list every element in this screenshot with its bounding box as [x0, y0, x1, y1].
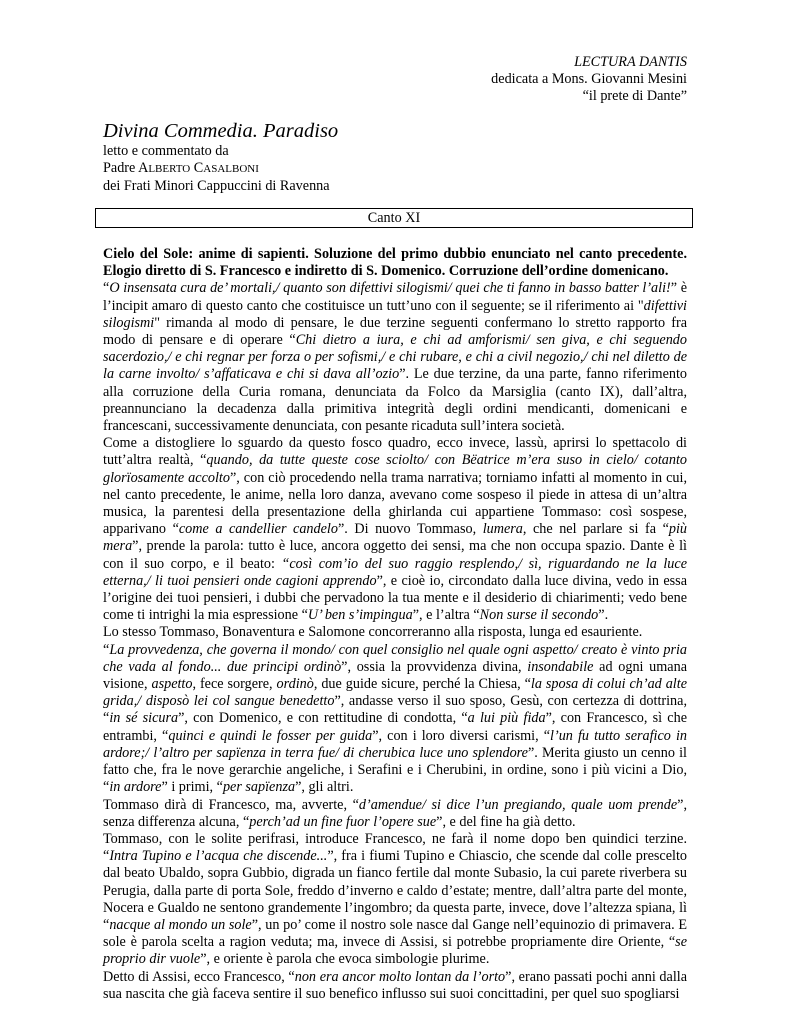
title-block	[103, 119, 338, 195]
author-last-initial: C	[190, 160, 204, 176]
text-run: Tommaso dirà di Francesco, ma, avverte, “	[103, 796, 359, 813]
paragraph	[103, 969, 687, 1003]
author-prefix: Padre	[103, 160, 139, 176]
quoted-verse: più mera	[103, 521, 688, 555]
quoted-verse: a lui più fida	[467, 710, 546, 727]
text-run: ”, e oriente è parola che evoca simbologie plurime.	[200, 951, 490, 968]
text-run: “	[103, 641, 110, 658]
text-run: ”, senza differenza alcuna, “	[103, 796, 687, 830]
text-run: , due guide sicure, perché la Chiesa, “	[313, 676, 531, 693]
quoted-verse: “così com’io del suo raggio resplendo,/ sì, riguardando ne la luce etterna,/ li tuoi pensieri onde cagioni apprendo	[103, 555, 687, 589]
quoted-verse: l’un fu tutto serafico in ardore;/ l’altro per sapïenza in terra fue/ di cherubica luce uno splendore	[103, 727, 687, 761]
text-run: , che nel parlare si fa “	[522, 521, 669, 538]
author-line	[103, 160, 338, 178]
quoted-verse: Chi dietro a iura, e chi ad amforismi/ sen giva, e chi seguendo sacerdozio,/ e chi regnar per forza o per sofismi,/ e chi rubare, e chi a civil negozio,/ chi nel diletto de la carne involto/ s’affaticava e chi si dava all’ozio	[103, 332, 687, 383]
quoted-verse: per sapïenza	[222, 779, 296, 796]
quoted-verse: come a candellier candelo	[178, 521, 338, 538]
body-text	[103, 246, 687, 1003]
quoted-verse: in sé sicura	[109, 710, 179, 727]
canto-heading: Canto XI	[95, 208, 693, 228]
order-line: dei Frati Minori Cappuccini di Ravenna	[103, 178, 330, 194]
text-run: ”, ossia la provvidenza divina,	[341, 658, 528, 675]
author-last-rest: ASALBONI	[203, 163, 259, 175]
text-run: ” i primi, “	[161, 779, 223, 796]
text-run: , fece sorgere,	[192, 676, 277, 693]
paragraph	[103, 624, 687, 641]
quoted-verse: quando, da tutte queste cose sciolto/ con Bëatrice m’era suso in cielo/ cotanto glorïosamente accolto	[103, 452, 687, 486]
text-run: ”, erano passati pochi anni dalla sua nascita che già faceva sentire il suo benefico influsso sui suoi concittadini, per quel suo spogliarsi	[103, 968, 688, 1002]
quoted-verse: aspetto	[151, 676, 193, 693]
text-run: “	[103, 280, 110, 297]
text-run: Tommaso, con le solite perifrasi, introduce Francesco, ne farà il nome dopo ben quindici terzine. “	[103, 830, 687, 865]
quoted-verse: Non surse il secondo	[479, 607, 599, 624]
quoted-verse: O insensata cura de’ mortali,/ quanto son difettivi silogismi/ quei che ti fanno in basso batter l’ali!	[109, 280, 671, 297]
text-run: ”, prende la parola: tutto è luce, ancora oggetto dei sensi, ma che non occupa spazio. Dante è lì con il suo corpo, e il beato:	[103, 538, 687, 572]
text-run: ”, con Domenico, e con rettitudine di condotta, “	[178, 710, 468, 727]
canto-summary: Cielo del Sole: anime di sapienti. Soluzione del primo dubbio enunciato nel canto precedente. Elogio diretto di S. Francesco e indiretto di S. Domenico. Corruzione dell’ordine domenicano.	[103, 246, 687, 280]
quoted-verse: La provvedenza, che governa il mondo/ con quel consiglio nel quale ogni aspetto/ creato è vinto pria che vada al fondo... due principi ordinò	[103, 641, 687, 675]
text-run: ”, e cioè io, circondato dalla luce divina, vedo in essa l’origine dei tuoi pensieri, i dubbi che pervadono la tua mente e il desiderio di chiarimenti; vedo bene come ti intrighi la mia espressione “	[103, 572, 687, 624]
text-run: ad ogni umana visione,	[103, 658, 687, 693]
work-title: Divina Commedia. Paradiso	[103, 120, 339, 142]
quoted-verse: nacque al mondo un sole	[109, 916, 252, 933]
series-title: LECTURA DANTIS	[574, 54, 687, 70]
paragraph	[103, 435, 687, 624]
quoted-verse: ordinò	[276, 676, 314, 693]
quoted-verse: non era ancor molto lontan da l’orto	[294, 968, 506, 985]
text-run: ”, fra i fiumi Tupino e Chiascio, che scende dal colle prescelto dal beato Ubaldo, sopra Gubbio, digrada un fianco fertile dal monte Subasio, la cui parete riverbera su Perugia, dalla parte di porta Sole, freddo d’inverno e caldo d’estate; mentre, dall’altra parte del monte, Nocera e Gualdo ne sentono grandemente l’ingombro; da questa parte, invece, dove l’altezza spiana, lì “	[103, 848, 688, 933]
quoted-verse: lumera	[482, 521, 523, 538]
header-dedication	[491, 54, 687, 105]
quoted-verse: in ardore	[109, 779, 162, 796]
quoted-verse: insondabile	[527, 658, 594, 675]
text-run: ”, e del fine ha già detto.	[436, 813, 576, 830]
dedication-subtitle: “il prete di Dante”	[582, 88, 687, 104]
text-run: ”. Le due terzine, da una parte, fanno riferimento alla corruzione della Curia romana, denunciata da Folco da Marsiglia (canto IX), dall’altra, preannunciano la decadenza dalla primitiva integrità degli ordini mendicanti, domenicani e francescani, successivamente denunciata, con pesante ricaduta sull’intera società.	[103, 366, 687, 435]
text-run: ”. Merita giusto un cenno il fatto che, fra le nove gerarchie angeliche, i Serafini e i Cherubini, in ordine, sono i più vicini a Dio, “	[103, 744, 687, 796]
text-run: ”.	[598, 607, 609, 624]
quoted-verse: Intra Tupino e l’acqua che discende...	[109, 848, 328, 865]
quoted-verse: quinci e quindi le fosser per guida	[168, 727, 373, 744]
text-run: ”, un po’ come il nostro sole nasce dal Gange nell’equinozio di primavera. E sole è parola scelta a ragion veduta; ma, invece di Assisi, si potrebbe propriamente dire Oriente, “	[103, 916, 687, 951]
commentary-line: letto e commentato da	[103, 143, 229, 159]
quoted-verse: perch’ad un fine fuor l’opere sue	[249, 813, 437, 830]
text-run: " rimanda al modo di pensare, le due terzine seguenti confermano lo stretto rapporto fra modo di pensare e di operare “	[103, 314, 687, 349]
quoted-verse: difettivi silogismi	[103, 297, 687, 331]
author-first-initial: A	[138, 160, 149, 176]
text-run: ”, con ciò procedendo nella trama narrativa; torniamo infatti al momento in cui, nel canto precedente, le anime, nella loro danza, avevano come sospeso il piede in attesa di un’altra musica, la parentesi della presentazione della ghirlanda cui appartiene Tommaso: così sospese, apparivano “	[103, 469, 687, 538]
text-run: ”, con Francesco, sì che entrambi, “	[103, 710, 687, 744]
text-run: ”, e l’altra “	[412, 607, 480, 624]
paragraph	[103, 797, 687, 831]
quoted-verse: d’amendue/ si dice l’un pregiando, quale uom prende	[358, 796, 678, 813]
text-run: ”, gli altri.	[295, 779, 354, 796]
paragraph	[103, 831, 687, 969]
text-run: ”. Di nuovo Tommaso,	[337, 521, 483, 538]
paragraph	[103, 642, 687, 797]
quoted-verse: se proprio dir vuole	[103, 934, 687, 968]
author-first-rest: LBERTO	[148, 163, 191, 175]
quoted-verse: la sposa di colui ch’ad alte grida,/ disposò lei col sangue benedetto	[103, 676, 687, 710]
quoted-verse: U’ ben s’impingua	[307, 607, 413, 624]
text-run: ”, con i loro diversi carismi, “	[372, 727, 551, 744]
paragraph	[103, 280, 687, 435]
text-run: Detto di Assisi, ecco Francesco, “	[103, 968, 295, 985]
text-run: Lo stesso Tommaso, Bonaventura e Salomone concorreranno alla risposta, lunga ed esauriente.	[103, 624, 643, 641]
text-run: ”, andasse verso il suo sposo, Gesù, con certezza di dottrina, “	[103, 693, 687, 727]
dedication-line: dedicata a Mons. Giovanni Mesini	[491, 71, 687, 87]
text-run: ” è l’incipit amaro di questo canto che costituisce un tutt’uno con il seguente; se il riferimento ai "	[103, 280, 687, 314]
text-run: Come a distogliere lo sguardo da questo fosco quadro, ecco invece, lassù, aprirsi lo spettacolo di tutt’altra realtà, “	[103, 435, 687, 469]
